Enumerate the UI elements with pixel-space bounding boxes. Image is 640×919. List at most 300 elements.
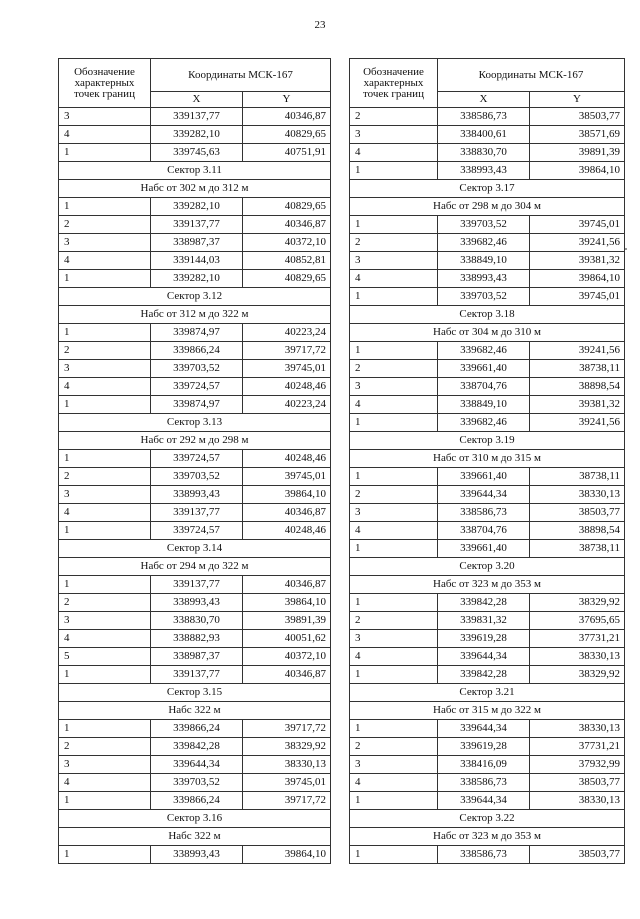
points-header: Обозначение характерных точек границ [350,59,438,108]
x-coordinate: 338849,10 [438,396,530,414]
x-coordinate: 339703,52 [151,360,243,378]
table-row [350,414,625,432]
x-coordinate: 339661,40 [438,360,530,378]
y-coordinate: 39745,01 [243,360,331,378]
x-coordinate: 339282,10 [151,126,243,144]
point-number: 2 [350,738,438,756]
y-coordinate: 37731,21 [530,630,625,648]
x-coordinate: 338586,73 [438,846,530,864]
table-row [350,594,625,612]
y-coordinate: 38503,77 [530,504,625,522]
points-header: Обозначение характерных точек границ [59,59,151,108]
point-number: 4 [59,504,151,522]
section-title-row [350,180,625,198]
point-number: 3 [59,612,151,630]
y-coordinate: 39745,01 [243,468,331,486]
section-title: Набс от 315 м до 322 м [350,702,625,720]
section-title: Сектор 3.22 [350,810,625,828]
section-title: Набс от 302 м до 312 м [59,180,331,198]
y-coordinate: 37932,99 [530,756,625,774]
section-title-row [59,558,331,576]
point-number: 4 [350,522,438,540]
x-column-header: X [438,92,530,108]
section-title-row [59,684,331,702]
point-number: 3 [350,252,438,270]
y-coordinate: 39891,39 [243,612,331,630]
coordinates-header: Координаты МСК-167 [151,59,331,92]
x-coordinate: 339137,77 [151,504,243,522]
table-row [59,198,331,216]
y-coordinate: 38503,77 [530,108,625,126]
point-number: 2 [59,216,151,234]
point-number: 1 [350,342,438,360]
x-coordinate: 339842,28 [438,594,530,612]
point-number: 4 [59,252,151,270]
point-number: 4 [59,126,151,144]
y-coordinate: 39864,10 [243,594,331,612]
table-row [350,126,625,144]
section-title: Сектор 3.19 [350,432,625,450]
x-coordinate: 339619,28 [438,738,530,756]
x-coordinate: 339874,97 [151,396,243,414]
x-coordinate: 339682,46 [438,342,530,360]
section-title-row [59,414,331,432]
x-coordinate: 339703,52 [438,216,530,234]
table-row [59,252,331,270]
section-title-row [59,810,331,828]
point-number: 1 [59,198,151,216]
x-coordinate: 339137,77 [151,666,243,684]
table-row [59,576,331,594]
x-column-header: X [151,92,243,108]
y-coordinate: 39717,72 [243,720,331,738]
coordinates-header: Координаты МСК-167 [438,59,625,92]
table-row [59,738,331,756]
point-number: 1 [350,288,438,306]
section-title: Сектор 3.15 [59,684,331,702]
table-row [350,234,625,252]
section-title: Набс от 294 м до 322 м [59,558,331,576]
section-title: Набс от 310 м до 315 м [350,450,625,468]
table-row [350,738,625,756]
point-number: 2 [350,234,438,252]
point-number: 1 [59,144,151,162]
y-coordinate: 39864,10 [243,846,331,864]
point-number: 1 [350,468,438,486]
point-number: 1 [350,846,438,864]
y-coordinate: 38329,92 [530,594,625,612]
point-number: 1 [350,540,438,558]
table-row [350,756,625,774]
section-title-row [350,432,625,450]
y-coordinate: 40248,46 [243,378,331,396]
table-row [350,846,625,864]
table-row [350,108,625,126]
table-row [350,342,625,360]
point-number: 1 [59,846,151,864]
table-row [59,756,331,774]
y-coordinate: 38330,13 [243,756,331,774]
y-coordinate: 40346,87 [243,216,331,234]
y-coordinate: 37695,65 [530,612,625,630]
x-coordinate: 339831,32 [438,612,530,630]
point-number: 3 [350,126,438,144]
x-coordinate: 338586,73 [438,108,530,126]
x-coordinate: 339866,24 [151,792,243,810]
y-coordinate: 38898,54 [530,378,625,396]
y-coordinate: 39241,56 [530,414,625,432]
table-row [350,378,625,396]
y-coordinate: 40248,46 [243,522,331,540]
y-coordinate: 38571,69 [530,126,625,144]
table-row [59,324,331,342]
point-number: 3 [59,360,151,378]
y-coordinate: 40248,46 [243,450,331,468]
table-row [350,252,625,270]
y-coordinate: 40829,65 [243,126,331,144]
x-coordinate: 339842,28 [438,666,530,684]
x-coordinate: 339137,77 [151,108,243,126]
section-title-row [59,540,331,558]
x-coordinate: 339137,77 [151,576,243,594]
section-title-row [350,702,625,720]
table-row [350,486,625,504]
point-number: 4 [59,630,151,648]
point-number: 1 [59,396,151,414]
section-title-row [350,828,625,846]
point-number: 1 [59,666,151,684]
table-row [350,270,625,288]
section-title: Сектор 3.20 [350,558,625,576]
point-number: 4 [59,774,151,792]
table-row [59,342,331,360]
point-number: 2 [59,468,151,486]
x-coordinate: 338830,70 [151,612,243,630]
y-coordinate: 38330,13 [530,648,625,666]
y-coordinate: 39864,10 [243,486,331,504]
section-title-row [350,576,625,594]
point-number: 3 [350,630,438,648]
y-coordinate: 38330,13 [530,792,625,810]
coordinates-table-right [349,58,625,864]
x-coordinate: 339282,10 [151,198,243,216]
x-coordinate: 338993,43 [151,486,243,504]
x-coordinate: 338993,43 [151,846,243,864]
x-coordinate: 339644,34 [438,648,530,666]
x-coordinate: 338849,10 [438,252,530,270]
x-coordinate: 339644,34 [438,486,530,504]
y-coordinate: 39381,32 [530,252,625,270]
point-number: 2 [350,360,438,378]
x-coordinate: 339745,63 [151,144,243,162]
y-coordinate: 38503,77 [530,774,625,792]
table-row [59,792,331,810]
x-coordinate: 338400,61 [438,126,530,144]
table-row [350,504,625,522]
y-coordinate: 40372,10 [243,234,331,252]
point-number: 2 [59,594,151,612]
point-number: 2 [59,738,151,756]
point-number: 3 [59,234,151,252]
y-coordinate: 39717,72 [243,342,331,360]
y-coordinate: 39717,72 [243,792,331,810]
table-row [350,162,625,180]
x-coordinate: 339661,40 [438,468,530,486]
x-coordinate: 339644,34 [151,756,243,774]
x-coordinate: 339724,57 [151,378,243,396]
table-row [59,846,331,864]
x-coordinate: 338830,70 [438,144,530,162]
y-coordinate: 39745,01 [243,774,331,792]
point-number: 1 [59,270,151,288]
y-coordinate: 40829,65 [243,198,331,216]
table-row [350,792,625,810]
y-coordinate: 39891,39 [530,144,625,162]
y-coordinate: 38898,54 [530,522,625,540]
x-coordinate: 339724,57 [151,450,243,468]
y-coordinate: 40051,62 [243,630,331,648]
table-row [59,144,331,162]
y-coordinate: 40829,65 [243,270,331,288]
section-title: Набс от 323 м до 353 м [350,576,625,594]
table-row [59,270,331,288]
point-number: 1 [350,666,438,684]
table-row [59,504,331,522]
table-row [350,396,625,414]
section-title-row [350,810,625,828]
point-number: 3 [59,756,151,774]
table-row [350,630,625,648]
point-number: 1 [350,720,438,738]
x-coordinate: 339282,10 [151,270,243,288]
x-coordinate: 339644,34 [438,720,530,738]
table-row [59,396,331,414]
x-coordinate: 339703,52 [438,288,530,306]
x-coordinate: 339619,28 [438,630,530,648]
point-number: 3 [59,108,151,126]
section-title-row [59,162,331,180]
x-coordinate: 339703,52 [151,468,243,486]
section-title-row [59,828,331,846]
y-coordinate: 40751,91 [243,144,331,162]
y-coordinate: 38329,92 [530,666,625,684]
section-title-row [350,324,625,342]
y-coordinate: 38738,11 [530,540,625,558]
y-column-header: Y [243,92,331,108]
table-row [350,288,625,306]
section-title: Сектор 3.12 [59,288,331,306]
y-coordinate: 40372,10 [243,648,331,666]
x-coordinate: 339866,24 [151,342,243,360]
y-coordinate: 40346,87 [243,576,331,594]
section-title: Набс от 304 м до 310 м [350,324,625,342]
table-row [350,540,625,558]
y-coordinate: 37731,21 [530,738,625,756]
y-coordinate: 40223,24 [243,324,331,342]
point-number: 4 [350,774,438,792]
section-title: Сектор 3.14 [59,540,331,558]
section-title: Сектор 3.13 [59,414,331,432]
table-row [350,612,625,630]
x-coordinate: 339137,77 [151,216,243,234]
section-title-row [350,450,625,468]
table-row [59,468,331,486]
table-row [350,144,625,162]
point-number: 4 [350,648,438,666]
x-coordinate: 339866,24 [151,720,243,738]
point-number: 2 [350,612,438,630]
point-number: 1 [350,594,438,612]
coordinates-table-left [58,58,331,864]
y-coordinate: 38503,77 [530,846,625,864]
y-coordinate: 38738,11 [530,360,625,378]
x-coordinate: 339682,46 [438,414,530,432]
section-title: Сектор 3.18 [350,306,625,324]
x-coordinate: 339703,52 [151,774,243,792]
point-number: 4 [350,270,438,288]
x-coordinate: 338993,43 [151,594,243,612]
table-row [59,666,331,684]
y-coordinate: 40223,24 [243,396,331,414]
x-coordinate: 338882,93 [151,630,243,648]
table-row [350,648,625,666]
table-row [350,720,625,738]
point-number: 4 [350,144,438,162]
point-number: 4 [350,396,438,414]
point-number: 1 [350,216,438,234]
x-coordinate: 339842,28 [151,738,243,756]
y-coordinate: 39241,56 [530,234,625,252]
point-number: 1 [59,720,151,738]
point-number: 3 [59,486,151,504]
section-title-row [350,306,625,324]
table-row [350,360,625,378]
y-coordinate: 39381,32 [530,396,625,414]
table-row [59,774,331,792]
table-row [59,612,331,630]
point-number: 3 [350,504,438,522]
x-coordinate: 339874,97 [151,324,243,342]
section-title-row [59,288,331,306]
table-row [59,594,331,612]
section-title-row [350,558,625,576]
section-title-row [59,432,331,450]
point-number: 1 [350,162,438,180]
table-row [59,522,331,540]
y-coordinate: 40346,87 [243,504,331,522]
page-number: 23 [314,19,326,31]
y-coordinate: 38329,92 [243,738,331,756]
section-title-row [59,306,331,324]
y-coordinate: 40346,87 [243,666,331,684]
x-coordinate: 338993,43 [438,162,530,180]
point-number: 1 [350,414,438,432]
point-number: 2 [59,342,151,360]
table-row [59,486,331,504]
x-coordinate: 338704,76 [438,522,530,540]
x-coordinate: 338586,73 [438,774,530,792]
x-coordinate: 338987,37 [151,234,243,252]
y-column-header: Y [530,92,625,108]
section-title-row [59,180,331,198]
table-row [350,216,625,234]
point-number: 3 [350,756,438,774]
x-coordinate: 339724,57 [151,522,243,540]
section-title: Набс от 312 м до 322 м [59,306,331,324]
x-coordinate: 338586,73 [438,504,530,522]
y-coordinate: 40852,81 [243,252,331,270]
section-title: Сектор 3.21 [350,684,625,702]
table-row [350,522,625,540]
section-title: Набс от 323 м до 353 м [350,828,625,846]
table-row [59,126,331,144]
table-row [59,648,331,666]
table-row [59,234,331,252]
table-row [59,450,331,468]
y-coordinate: 39864,10 [530,270,625,288]
y-coordinate: 39241,56 [530,342,625,360]
y-coordinate: 38738,11 [530,468,625,486]
point-number: 2 [350,486,438,504]
section-title: Набс от 298 м до 304 м [350,198,625,216]
x-coordinate: 338987,37 [151,648,243,666]
section-title-row [350,684,625,702]
table-row [350,468,625,486]
section-title: Сектор 3.16 [59,810,331,828]
y-coordinate: 39864,10 [530,162,625,180]
table-row [59,630,331,648]
x-coordinate: 339644,34 [438,792,530,810]
x-coordinate: 338993,43 [438,270,530,288]
point-number: 1 [59,450,151,468]
section-title: Набс 322 м [59,828,331,846]
section-title-row [59,702,331,720]
section-title: Сектор 3.17 [350,180,625,198]
point-number: 1 [350,792,438,810]
table-row [59,108,331,126]
y-coordinate: 38330,13 [530,720,625,738]
point-number: 2 [350,108,438,126]
point-number: 4 [59,378,151,396]
section-title: Сектор 3.11 [59,162,331,180]
point-number: 1 [59,522,151,540]
table-row [59,360,331,378]
point-number: 1 [59,324,151,342]
x-coordinate: 338704,76 [438,378,530,396]
x-coordinate: 339144,03 [151,252,243,270]
section-title: Набс от 292 м до 298 м [59,432,331,450]
point-number: 1 [59,792,151,810]
point-number: 1 [59,576,151,594]
table-row [59,720,331,738]
table-row [350,666,625,684]
point-number: 5 [59,648,151,666]
y-coordinate: 40346,87 [243,108,331,126]
x-coordinate: 338416,09 [438,756,530,774]
y-coordinate: 38330,13 [530,486,625,504]
scan-speck [625,248,627,250]
section-title-row [350,198,625,216]
x-coordinate: 339661,40 [438,540,530,558]
y-coordinate: 39745,01 [530,288,625,306]
y-coordinate: 39745,01 [530,216,625,234]
section-title: Набс 322 м [59,702,331,720]
table-row [59,216,331,234]
table-row [59,378,331,396]
table-row [350,774,625,792]
point-number: 3 [350,378,438,396]
x-coordinate: 339682,46 [438,234,530,252]
